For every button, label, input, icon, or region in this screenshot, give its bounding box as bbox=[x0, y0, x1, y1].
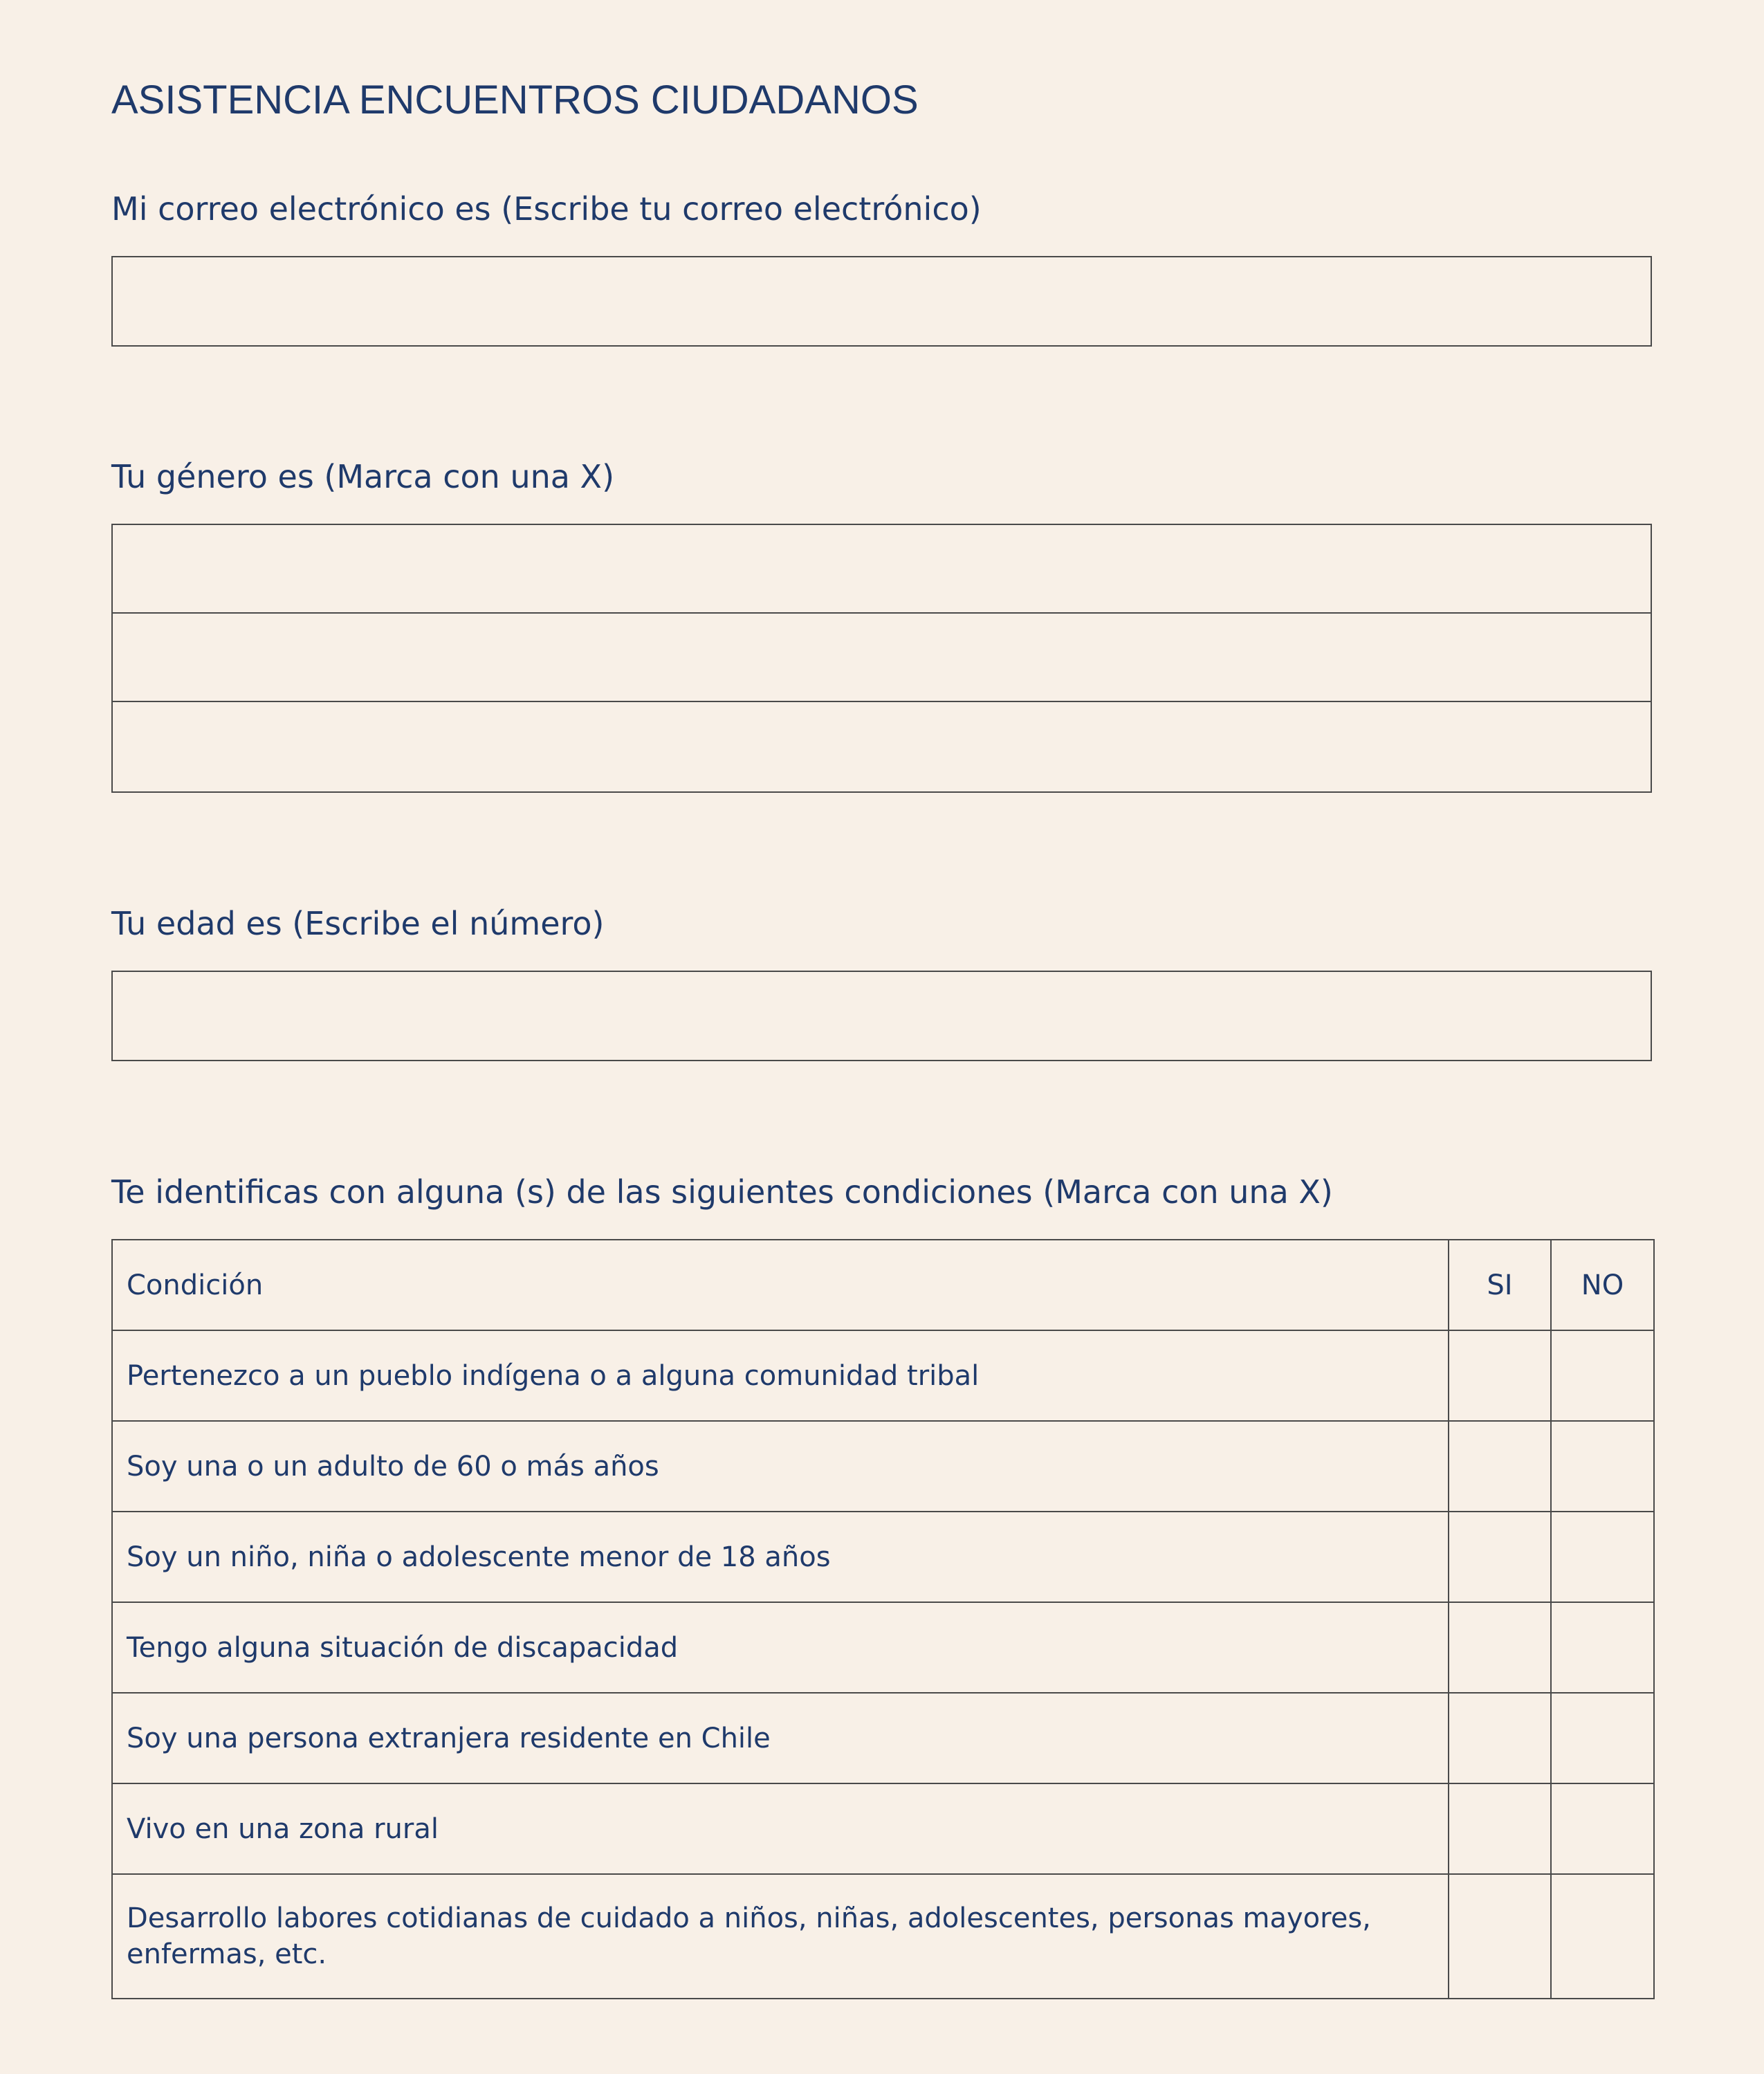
condition-si-cell[interactable] bbox=[1449, 1421, 1551, 1512]
table-row bbox=[112, 1330, 1654, 1421]
condition-text: Desarrollo labores cotidianas de cuidado a niños, niñas, adolescentes, personas mayores, enfermas, etc. bbox=[112, 1874, 1449, 1999]
condition-text: Soy una persona extranjera residente en Chile bbox=[112, 1693, 1449, 1783]
table-row bbox=[112, 1512, 1654, 1602]
gender-option-3[interactable] bbox=[113, 702, 1651, 791]
header-si: SI bbox=[1449, 1240, 1551, 1330]
condition-no-cell[interactable] bbox=[1551, 1512, 1654, 1602]
table-header-row bbox=[112, 1240, 1654, 1330]
condition-no-cell[interactable] bbox=[1551, 1693, 1654, 1783]
condition-si-cell[interactable] bbox=[1449, 1602, 1551, 1693]
condition-si-cell[interactable] bbox=[1449, 1874, 1551, 1999]
gender-option-1[interactable] bbox=[113, 525, 1651, 614]
condition-no-cell[interactable] bbox=[1551, 1421, 1654, 1512]
condition-text: Vivo en una zona rural bbox=[112, 1783, 1449, 1874]
age-label: Tu edad es (Escribe el número) bbox=[111, 905, 605, 942]
table-row bbox=[112, 1693, 1654, 1783]
age-field-box bbox=[111, 971, 1652, 1061]
age-input[interactable] bbox=[113, 972, 1651, 1060]
condition-si-cell[interactable] bbox=[1449, 1330, 1551, 1421]
email-label: Mi correo electrónico es (Escribe tu correo electrónico) bbox=[111, 190, 982, 228]
condition-text: Tengo alguna situación de discapacidad bbox=[112, 1602, 1449, 1693]
email-field-box bbox=[111, 256, 1652, 347]
table-row bbox=[112, 1602, 1654, 1693]
gender-options bbox=[111, 524, 1652, 793]
table-row bbox=[112, 1421, 1654, 1512]
conditions-table bbox=[111, 1239, 1655, 1999]
condition-si-cell[interactable] bbox=[1449, 1783, 1551, 1874]
gender-option-2[interactable] bbox=[113, 614, 1651, 702]
condition-text: Pertenezco a un pueblo indígena o a alguna comunidad tribal bbox=[112, 1330, 1449, 1421]
header-no: NO bbox=[1551, 1240, 1654, 1330]
gender-label: Tu género es (Marca con una X) bbox=[111, 458, 615, 495]
email-input[interactable] bbox=[113, 257, 1651, 345]
conditions-label: Te identificas con alguna (s) de las siguientes condiciones (Marca con una X) bbox=[111, 1173, 1333, 1211]
condition-si-cell[interactable] bbox=[1449, 1693, 1551, 1783]
form-title: ASISTENCIA ENCUENTROS CIUDADANOS bbox=[111, 77, 919, 122]
table-row bbox=[112, 1874, 1654, 1999]
condition-si-cell[interactable] bbox=[1449, 1512, 1551, 1602]
condition-text: Soy una o un adulto de 60 o más años bbox=[112, 1421, 1449, 1512]
condition-no-cell[interactable] bbox=[1551, 1783, 1654, 1874]
condition-no-cell[interactable] bbox=[1551, 1330, 1654, 1421]
condition-no-cell[interactable] bbox=[1551, 1602, 1654, 1693]
header-condition: Condición bbox=[112, 1240, 1449, 1330]
condition-text: Soy un niño, niña o adolescente menor de 18 años bbox=[112, 1512, 1449, 1602]
condition-no-cell[interactable] bbox=[1551, 1874, 1654, 1999]
table-row bbox=[112, 1783, 1654, 1874]
